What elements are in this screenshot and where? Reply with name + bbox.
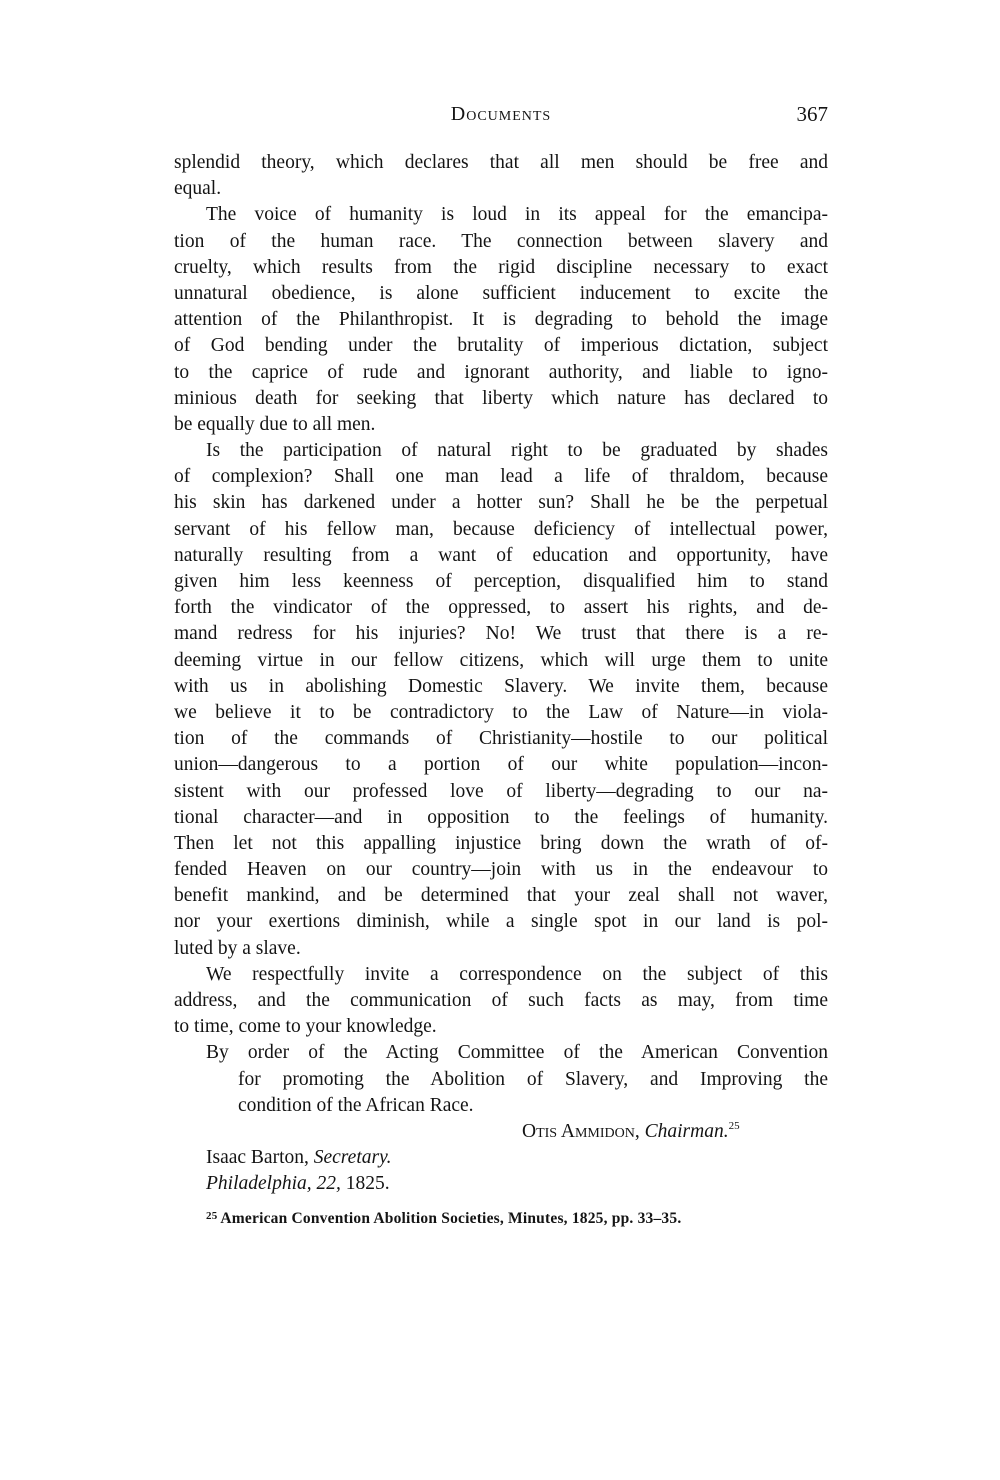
text-line: fended Heaven on our country—join with us in the endeavour to	[174, 859, 828, 881]
text-line: sistent with our professed love of liberty—degrading to our na-	[174, 780, 828, 802]
text-line: of complexion? Shall one man lead a life of thraldom, because	[174, 466, 828, 488]
text-line: benefit mankind, and be determined that your zeal shall not waver,	[174, 885, 828, 907]
signature-separator: ,	[634, 1120, 645, 1142]
text-line: Then let not this appalling injustice bring down the wrath of of-	[174, 832, 828, 854]
text-line: servant of his fellow man, because deficiency of intellectual power,	[174, 518, 828, 540]
page-number: 367	[796, 102, 828, 126]
byline	[174, 1040, 828, 1119]
secretary-name: Isaac Barton,	[206, 1147, 309, 1169]
paragraph-2	[174, 202, 828, 438]
text-line: minious death for seeking that liberty which nature has declared to	[174, 387, 828, 409]
text-line: to time, come to your knowledge.	[174, 1016, 437, 1038]
paragraph-1	[174, 150, 828, 202]
text-line: address, and the communication of such facts as may, from time	[174, 990, 828, 1011]
date-year: 1825.	[345, 1173, 390, 1195]
place-date-line	[174, 1171, 828, 1197]
footnote-marker: 25	[206, 1209, 218, 1222]
text-line: tion of the commands of Christianity—hostile to our political	[174, 728, 828, 750]
footnote	[174, 1204, 828, 1228]
text-line: with us in abolishing Domestic Slavery. We invite them, because	[174, 675, 828, 697]
text-line: luted by a slave.	[174, 937, 301, 959]
secretary-title: Secretary.	[313, 1147, 392, 1169]
byline-line: By order of the Acting Committee of the American Convention	[206, 1042, 828, 1064]
text-line: splendid theory, which declares that all men should be free and	[174, 152, 828, 173]
text-line: naturally resulting from a want of education and opportunity, have	[174, 544, 828, 566]
text-line: of God bending under the brutality of imperious dictation, subject	[174, 335, 828, 357]
running-head	[174, 103, 828, 133]
paragraph-4	[174, 962, 828, 1041]
text-line: tional character—and in opposition to the feelings of humanity.	[174, 806, 828, 828]
text-line: Is the participation of natural right to be graduated by shades	[206, 440, 828, 462]
place: Philadelphia,	[206, 1173, 312, 1195]
text-line: to the caprice of rude and ignorant authority, and liable to igno-	[174, 361, 828, 383]
text-line: his skin has darkened under a hotter sun? Shall he be the perpetual	[174, 492, 828, 514]
signature-title: Chairman.	[644, 1120, 729, 1142]
text-line: nor your exertions diminish, while a single spot in our land is pol-	[174, 911, 828, 933]
byline-line: for promoting the Abolition of Slavery, and Improving the	[238, 1068, 828, 1090]
text-line: attention of the Philanthropist. It is degrading to behold the image	[174, 309, 828, 331]
footnote-reference: 25	[728, 1119, 740, 1132]
paragraph-3	[174, 438, 828, 962]
text-line: unnatural obedience, is alone sufficient inducement to excite the	[174, 282, 828, 304]
footnote-text: American Convention Abolition Societies, Minutes, 1825, pp. 33–35.	[220, 1209, 682, 1227]
running-head-title: Documents	[450, 103, 552, 125]
signature	[174, 1119, 828, 1145]
text-line: forth the vindicator of the oppressed, to assert his rights, and de-	[174, 597, 828, 619]
text-line: tion of the human race. The connection between slavery and	[174, 230, 828, 252]
signature-name: Otis Ammidon	[522, 1120, 635, 1142]
date-day: 22,	[316, 1173, 341, 1195]
text-line: deeming virtue in our fellow citizens, which will urge them to unite	[174, 649, 828, 671]
text-line: be equally due to all men.	[174, 413, 376, 435]
text-line: The voice of humanity is loud in its appeal for the emancipa-	[206, 204, 828, 226]
text-line: we believe it to be contradictory to the Law of Nature—in viola-	[174, 701, 828, 723]
secretary-line	[174, 1145, 828, 1171]
body-text	[174, 150, 828, 1228]
byline-line: condition of the African Race.	[238, 1094, 474, 1116]
text-line: We respectfully invite a correspondence on the subject of this	[206, 963, 828, 985]
text-line: cruelty, which results from the rigid discipline necessary to exact	[174, 256, 828, 278]
text-line: union—dangerous to a portion of our white population—incon-	[174, 754, 828, 776]
text-line: mand redress for his injuries? No! We trust that there is a re-	[174, 623, 828, 645]
text-line: given him less keenness of perception, disqualified him to stand	[174, 571, 828, 592]
text-line: equal.	[174, 178, 222, 200]
